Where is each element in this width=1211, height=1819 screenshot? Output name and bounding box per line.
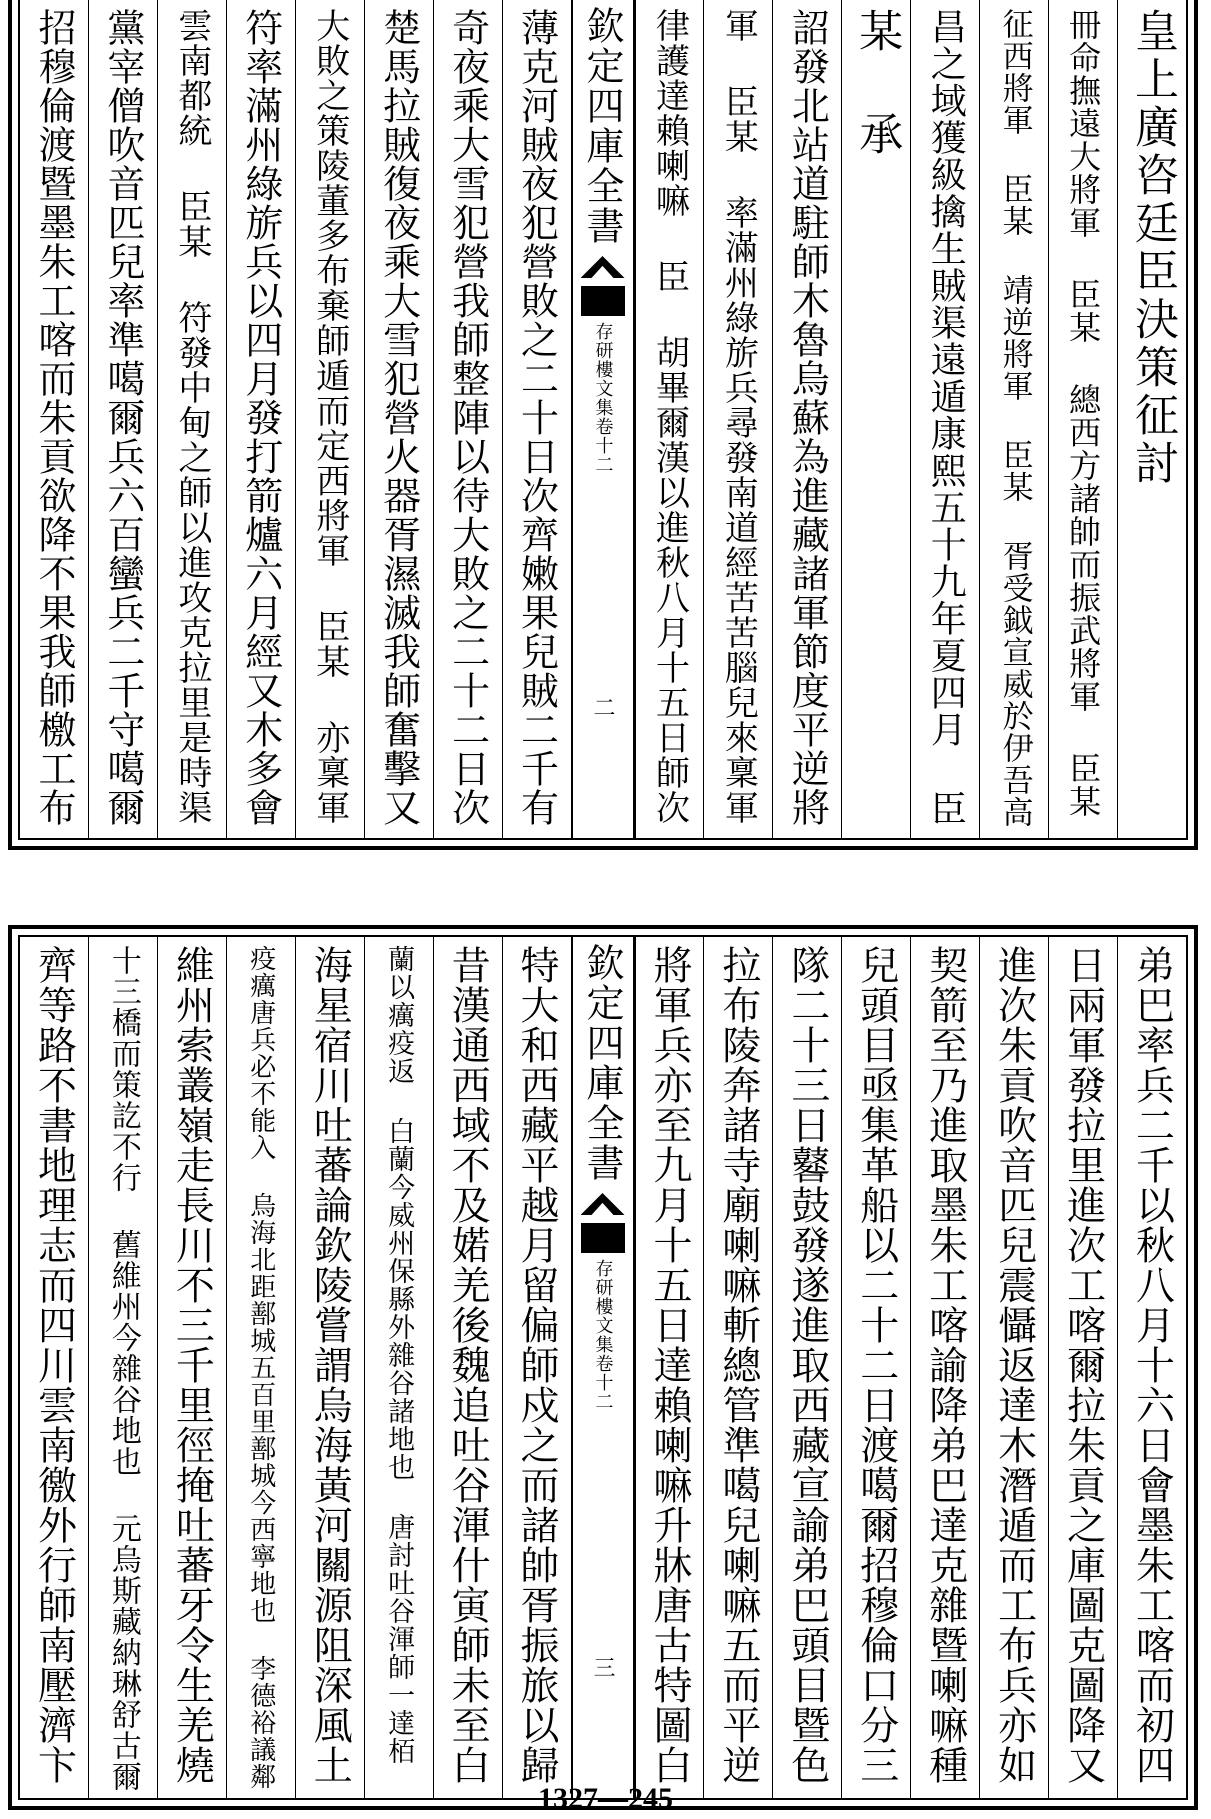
column-text: 奇夜乘大雪犯營我師整陣以待大敗之二十二日次 — [445, 8, 490, 827]
text-column — [1117, 937, 1186, 1798]
column-text: 楚馬拉賊復夜乘大雪犯營火器胥濕滅我師奮擊又 — [376, 8, 421, 827]
text-column — [295, 937, 364, 1798]
column-text: 進次朱貢吹音匹兒震懾返達木潛遁而工布兵亦如 — [991, 945, 1037, 1785]
text-column — [703, 0, 772, 838]
column-text: 符率滿州綠旂兵以四月發打箭爐六月經又木多會 — [238, 8, 283, 827]
column-text: 疫癘唐兵必不能入 烏海北距鄯城五百里鄯城今西寧地也 李德裕議鄰 — [245, 945, 276, 1790]
column-text: 薄克河賊夜犯營敗之二十日次齊嫩果兒賊二千有 — [514, 8, 559, 827]
source-title: 存研樓文集 — [592, 322, 614, 417]
text-column — [226, 937, 295, 1798]
source-title: 存研樓文集 — [592, 1259, 614, 1354]
column-text: 大敗之策陵董多布棄師遁而定西將軍 臣某 亦稟軍 — [309, 8, 350, 825]
footer-page-code: 1327—245 — [538, 1782, 673, 1815]
text-column — [979, 937, 1048, 1798]
text-column — [226, 0, 295, 838]
column-text: 日兩軍發拉里進次工喀爾拉朱貢之庫圖克圖降又 — [1060, 945, 1106, 1785]
text-column — [364, 937, 433, 1798]
book-title: 欽定四庫全書 — [580, 6, 624, 246]
column-text: 軍 臣某 率滿州綠旂兵尋發南道經苦苦腦兒來稟軍 — [718, 8, 759, 825]
fishtail-ornament-icon — [581, 256, 625, 316]
column-text: 蘭以癘疫返 白蘭今威州保縣外雜谷諸地也 唐討吐谷渾師一達栢 — [383, 945, 415, 1765]
text-column — [979, 0, 1048, 838]
bottom-page — [8, 925, 1198, 1810]
column-text: 皇上廣咨廷臣決策征討 — [1127, 8, 1179, 488]
volume-label: 卷十二 — [592, 1354, 614, 1411]
fold-strip — [571, 937, 635, 1798]
text-column — [502, 0, 571, 838]
text-column — [364, 0, 433, 838]
column-text: 齊等路不書地理志而四川雲南徼外行師南壓濟卞 — [31, 945, 77, 1785]
column-text: 某 承 — [851, 8, 903, 159]
column-text: 特大和西藏平越月留偏師戍之而諸帥胥振旅以歸 — [514, 945, 560, 1785]
column-text: 征西將軍 臣某 靖逆將軍 臣某 胥受鉞宣威於伊吾高 — [996, 8, 1033, 828]
column-text: 兒頭目亟集革船以二十二日渡噶爾招穆倫口分三 — [853, 945, 899, 1785]
text-column — [772, 937, 841, 1798]
column-text: 拉布陵奔諸寺廟喇嘛斬總管準噶兒喇嘛五而平逆 — [715, 945, 761, 1785]
text-column — [88, 0, 157, 838]
top-page-frame — [18, 0, 1188, 840]
text-column — [433, 0, 502, 838]
text-column — [703, 937, 772, 1798]
text-column — [157, 0, 226, 838]
book-title: 欽定四庫全書 — [580, 943, 624, 1183]
text-column — [1048, 0, 1117, 838]
volume-label: 卷十二 — [592, 417, 614, 474]
column-text: 詔發北站道駐師木魯烏蘇為進藏諸軍節度平逆將 — [785, 8, 830, 827]
text-column — [1048, 937, 1117, 1798]
fold-strip — [571, 0, 635, 838]
column-text: 弟巴率兵二千以秋八月十六日會墨朱工喀而初四 — [1129, 945, 1175, 1785]
text-column — [433, 937, 502, 1798]
text-column — [295, 0, 364, 838]
text-column — [635, 937, 704, 1798]
text-column — [910, 0, 979, 838]
top-page — [8, 0, 1198, 850]
text-column — [841, 0, 910, 838]
text-column — [20, 937, 88, 1798]
column-text: 將軍兵亦至九月十五日達賴喇嘛升牀唐古特圖白 — [646, 945, 692, 1785]
fishtail-ornament-icon — [581, 1193, 625, 1253]
column-text: 昔漢通西域不及婼羌後魏追吐谷渾什寅師未至白 — [445, 945, 491, 1785]
column-text: 黨宰僧吹音匹兒率準噶爾兵六百蠻兵二千守噶爾 — [100, 8, 145, 827]
column-text: 海星宿川吐蕃論欽陵嘗謂烏海黃河關源阻深風土 — [307, 945, 353, 1785]
column-text: 冊命撫遠大將軍 臣某 總西方諸帥而振武將軍 臣某 — [1064, 8, 1103, 818]
column-text: 隊二十三日鼛鼓發遂進取西藏宣諭弟巴頭目暨色 — [784, 945, 830, 1785]
column-text: 契箭至乃進取墨朱工喀諭降弟巴達克雜暨喇嘛種 — [922, 945, 968, 1785]
text-column — [502, 937, 571, 1798]
column-text: 招穆倫渡暨墨朱工喀而朱貢欲降不果我師檄工布 — [31, 8, 76, 827]
page-number: 二 — [590, 696, 615, 718]
column-text: 雲南都統 臣某 符發中甸之師以進攻克拉里是時渠 — [171, 8, 212, 825]
column-text: 律護達賴喇嘛 臣 胡畢爾漢以進秋八月十五日師次 — [649, 8, 690, 825]
text-column — [635, 0, 704, 838]
page-number: 三 — [590, 1656, 615, 1678]
text-column — [841, 937, 910, 1798]
text-column — [157, 937, 226, 1798]
bottom-page-frame — [18, 935, 1188, 1800]
column-text: 十三橋而策訖不行 舊維州今雜谷地也 元烏斯藏納琳舒古爾 — [105, 945, 141, 1792]
text-column — [20, 0, 88, 838]
text-column — [910, 937, 979, 1798]
column-text: 昌之域獲級擒生賊渠遠遁康熙五十九年夏四月 臣 — [925, 8, 967, 827]
text-column — [772, 0, 841, 838]
text-column — [88, 937, 157, 1798]
text-column — [1117, 0, 1186, 838]
column-text: 維州索叢嶺走長川不三千里徑掩吐蕃牙令生羌燒 — [169, 945, 215, 1785]
